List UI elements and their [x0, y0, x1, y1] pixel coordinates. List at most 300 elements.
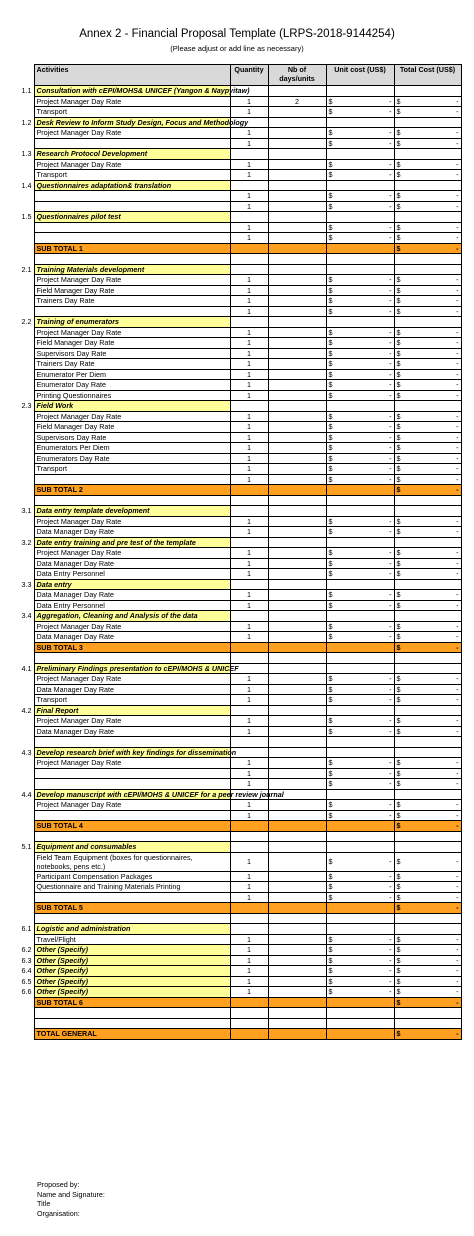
currency-symbol: $	[396, 453, 401, 463]
quantity-cell: 1	[230, 569, 268, 580]
total-cost-cell	[394, 201, 461, 212]
total-cost-cell	[394, 327, 461, 338]
row-number-spacer	[10, 821, 34, 832]
unit-cost-cell	[326, 871, 394, 882]
row-number-spacer	[10, 338, 34, 349]
currency-symbol: $	[396, 810, 401, 820]
row-number-spacer	[10, 674, 34, 685]
unit-cost-cell	[326, 758, 394, 769]
amount-value: -	[456, 1029, 459, 1039]
days-cell	[268, 945, 326, 956]
quantity-cell	[230, 997, 268, 1008]
proposed-by-label: Proposed by:	[37, 1180, 80, 1189]
amount-value: -	[456, 432, 459, 442]
section-number: 6.1	[21, 924, 32, 934]
item-label: Printing Questionnaires	[34, 390, 230, 401]
item-label: Project Manager Day Rate	[34, 800, 230, 811]
unit-cost-cell	[326, 789, 394, 800]
amount-value: -	[389, 348, 392, 358]
unit-cost-cell	[326, 233, 394, 244]
currency-symbol: $	[328, 138, 333, 148]
amount-value: -	[456, 527, 459, 537]
currency-symbol: $	[396, 684, 401, 694]
total-cost-cell	[394, 191, 461, 202]
currency-symbol: $	[396, 327, 401, 337]
total-cost-cell	[394, 705, 461, 716]
row-number-spacer	[10, 201, 34, 212]
amount-value: -	[456, 359, 459, 369]
line-item-row	[10, 96, 461, 107]
total-cost-cell	[394, 348, 461, 359]
quantity-cell: 1	[230, 632, 268, 643]
quantity-cell: 1	[230, 934, 268, 945]
row-number-spacer	[10, 621, 34, 632]
total-cost-cell	[394, 369, 461, 380]
amount-value: -	[389, 285, 392, 295]
total-cost-cell	[394, 600, 461, 611]
quantity-cell: 1	[230, 590, 268, 601]
unit-cost-cell	[326, 821, 394, 832]
subtotal-row	[10, 485, 461, 496]
currency-symbol: $	[328, 966, 333, 976]
unit-cost-cell	[326, 537, 394, 548]
section-title: Other (Specify)	[34, 966, 230, 977]
item-label: Project Manager Day Rate	[34, 716, 230, 727]
section-title: Research Protocol Development	[34, 149, 230, 160]
amount-value: -	[389, 338, 392, 348]
amount-value: -	[389, 892, 392, 902]
line-item-row	[10, 453, 461, 464]
quantity-cell: 1	[230, 128, 268, 139]
currency-symbol: $	[396, 892, 401, 902]
currency-symbol: $	[328, 159, 333, 169]
total-cost-cell	[394, 275, 461, 286]
row-number-spacer	[10, 296, 34, 307]
total-cost-cell	[394, 527, 461, 538]
currency-symbol: $	[328, 695, 333, 705]
section-title: Questionnaires pilot test	[34, 212, 230, 223]
item-label	[34, 892, 230, 903]
amount-value: -	[389, 453, 392, 463]
quantity-cell: 1	[230, 871, 268, 882]
currency-symbol: $	[328, 684, 333, 694]
currency-symbol: $	[328, 306, 333, 316]
amount-value: -	[389, 96, 392, 106]
currency-symbol: $	[396, 779, 401, 789]
row-number-spacer	[10, 443, 34, 454]
unit-cost-cell	[326, 86, 394, 97]
item-label: Transport	[34, 695, 230, 706]
quantity-cell: 1	[230, 191, 268, 202]
quantity-cell: 1	[230, 674, 268, 685]
quantity-cell: 1	[230, 621, 268, 632]
total-cost-cell	[394, 149, 461, 160]
total-cost-cell	[394, 695, 461, 706]
unit-cost-cell	[326, 96, 394, 107]
quantity-cell: 1	[230, 390, 268, 401]
days-cell	[268, 800, 326, 811]
currency-symbol: $	[328, 338, 333, 348]
row-number-spacer	[10, 327, 34, 338]
quantity-cell: 1	[230, 758, 268, 769]
empty-cell	[34, 1018, 230, 1029]
blank-row	[10, 495, 461, 506]
quantity-cell: 1	[230, 768, 268, 779]
budget-table	[10, 64, 462, 1040]
days-cell	[268, 674, 326, 685]
empty-cell	[326, 1018, 394, 1029]
unit-cost-cell	[326, 191, 394, 202]
section-number: 3.1	[21, 506, 32, 516]
days-cell	[268, 138, 326, 149]
item-label: Field Manager Day Rate	[34, 422, 230, 433]
item-label: Project Manager Day Rate	[34, 548, 230, 559]
total-cost-cell	[394, 758, 461, 769]
row-number-spacer	[10, 831, 34, 842]
item-label: Participant Compensation Packages	[34, 871, 230, 882]
currency-symbol: $	[396, 945, 401, 955]
item-label: Supervisors Day Rate	[34, 432, 230, 443]
line-item-row	[10, 369, 461, 380]
empty-cell	[394, 1018, 461, 1029]
amount-value: -	[456, 243, 459, 253]
row-number-spacer	[10, 170, 34, 181]
days-cell	[268, 380, 326, 391]
total-cost-cell	[394, 621, 461, 632]
amount-value: -	[389, 632, 392, 642]
item-label: Project Manager Day Rate	[34, 411, 230, 422]
line-item-row	[10, 852, 461, 871]
total-cost-cell	[394, 716, 461, 727]
amount-value: -	[389, 411, 392, 421]
currency-symbol: $	[396, 997, 401, 1007]
total-cost-cell	[394, 684, 461, 695]
unit-cost-cell	[326, 422, 394, 433]
amount-value: -	[456, 107, 459, 117]
days-cell	[268, 516, 326, 527]
amount-value: -	[456, 642, 459, 652]
quantity-cell: 1	[230, 966, 268, 977]
row-number-spacer	[10, 882, 34, 893]
currency-symbol: $	[396, 222, 401, 232]
quantity-cell: 1	[230, 548, 268, 559]
days-cell	[268, 611, 326, 622]
days-cell	[268, 903, 326, 914]
currency-symbol: $	[396, 233, 401, 243]
amount-value: -	[456, 892, 459, 902]
amount-value: -	[389, 170, 392, 180]
section-number: 4.3	[21, 747, 32, 757]
amount-value: -	[389, 768, 392, 778]
currency-symbol: $	[396, 569, 401, 579]
line-item-row	[10, 558, 461, 569]
line-item-row	[10, 758, 461, 769]
amount-value: -	[389, 548, 392, 558]
unit-cost-cell	[326, 966, 394, 977]
currency-symbol: $	[328, 590, 333, 600]
total-cost-cell	[394, 411, 461, 422]
currency-symbol: $	[396, 600, 401, 610]
row-number-spacer	[10, 516, 34, 527]
row-number-spacer	[10, 913, 34, 924]
currency-symbol: $	[396, 726, 401, 736]
section-row	[10, 987, 461, 998]
unit-cost-cell	[326, 548, 394, 559]
total-cost-cell	[394, 422, 461, 433]
amount-value: -	[389, 966, 392, 976]
amount-value: -	[456, 138, 459, 148]
header-unit-cost: Unit cost (US$)	[326, 65, 394, 86]
quantity-cell: 1	[230, 285, 268, 296]
currency-symbol: $	[328, 516, 333, 526]
quantity-cell	[230, 264, 268, 275]
quantity-cell: 1	[230, 516, 268, 527]
currency-symbol: $	[328, 327, 333, 337]
amount-value: -	[389, 558, 392, 568]
blank-row	[10, 913, 461, 924]
quantity-cell: 1	[230, 222, 268, 233]
row-number-spacer	[10, 1029, 34, 1040]
days-cell	[268, 684, 326, 695]
section-number: 3.3	[21, 579, 32, 589]
row-number-spacer	[10, 527, 34, 538]
amount-value: -	[389, 201, 392, 211]
total-cost-cell	[394, 842, 461, 853]
unit-cost-cell	[326, 107, 394, 118]
unit-cost-cell	[326, 642, 394, 653]
currency-symbol: $	[328, 976, 333, 986]
subtotal-label: SUB TOTAL 5	[34, 903, 230, 914]
row-number-spacer	[10, 653, 34, 664]
currency-symbol: $	[396, 128, 401, 138]
row-number-spacer	[10, 390, 34, 401]
quantity-cell: 1	[230, 296, 268, 307]
line-item-row	[10, 390, 461, 401]
line-item-row	[10, 348, 461, 359]
section-number: 2.3	[21, 401, 32, 411]
amount-value: -	[456, 768, 459, 778]
total-cost-cell	[394, 359, 461, 370]
subtotal-row	[10, 642, 461, 653]
amount-value: -	[389, 810, 392, 820]
unit-cost-cell	[326, 924, 394, 935]
line-item-row	[10, 684, 461, 695]
quantity-cell: 1	[230, 800, 268, 811]
row-number-spacer	[10, 934, 34, 945]
unit-cost-cell	[326, 934, 394, 945]
amount-value: -	[389, 159, 392, 169]
currency-symbol: $	[396, 695, 401, 705]
row-number-spacer	[10, 369, 34, 380]
total-cost-cell	[394, 285, 461, 296]
quantity-cell: 1	[230, 359, 268, 370]
unit-cost-cell	[326, 882, 394, 893]
quantity-cell: 1	[230, 945, 268, 956]
unit-cost-cell	[326, 695, 394, 706]
subtotal-label: SUB TOTAL 3	[34, 642, 230, 653]
item-label	[34, 306, 230, 317]
subtotal-amount	[394, 642, 461, 653]
currency-symbol: $	[396, 1029, 401, 1039]
quantity-cell: 1	[230, 976, 268, 987]
unit-cost-cell	[326, 411, 394, 422]
quantity-cell	[230, 842, 268, 853]
currency-symbol: $	[328, 128, 333, 138]
section-row	[10, 180, 461, 191]
item-label: Project Manager Day Rate	[34, 96, 230, 107]
quantity-cell: 1	[230, 684, 268, 695]
days-cell: 2	[268, 96, 326, 107]
days-cell	[268, 369, 326, 380]
currency-symbol: $	[396, 390, 401, 400]
total-cost-cell	[394, 892, 461, 903]
quantity-cell: 1	[230, 159, 268, 170]
row-number-spacer	[10, 1018, 34, 1029]
total-cost-cell	[394, 128, 461, 139]
total-cost-cell	[394, 212, 461, 223]
total-cost-cell	[394, 987, 461, 998]
line-item-row	[10, 128, 461, 139]
item-label	[34, 474, 230, 485]
days-cell	[268, 1029, 326, 1040]
currency-symbol: $	[328, 621, 333, 631]
amount-value: -	[456, 474, 459, 484]
amount-value: -	[456, 422, 459, 432]
quantity-cell: 1	[230, 233, 268, 244]
currency-symbol: $	[396, 243, 401, 253]
item-label: Trainers Day Rate	[34, 296, 230, 307]
total-cost-cell	[394, 789, 461, 800]
days-cell	[268, 401, 326, 412]
unit-cost-cell	[326, 976, 394, 987]
amount-value: -	[456, 390, 459, 400]
total-cost-cell	[394, 871, 461, 882]
currency-symbol: $	[328, 275, 333, 285]
amount-value: -	[389, 390, 392, 400]
days-cell	[268, 976, 326, 987]
line-item-row	[10, 296, 461, 307]
currency-symbol: $	[396, 527, 401, 537]
section-row	[10, 705, 461, 716]
unit-cost-cell	[326, 306, 394, 317]
line-item-row	[10, 674, 461, 685]
empty-cell	[394, 653, 461, 664]
amount-value: -	[456, 338, 459, 348]
row-number-spacer	[10, 495, 34, 506]
section-number: 6.4	[21, 966, 32, 976]
amount-value: -	[456, 128, 459, 138]
currency-symbol: $	[396, 857, 401, 866]
quantity-cell	[230, 506, 268, 517]
days-cell	[268, 485, 326, 496]
quantity-cell	[230, 212, 268, 223]
amount-value: -	[456, 558, 459, 568]
line-item-row	[10, 191, 461, 202]
section-row	[10, 117, 461, 128]
currency-symbol: $	[328, 191, 333, 201]
total-cost-cell	[394, 474, 461, 485]
line-item-row	[10, 159, 461, 170]
quantity-cell	[230, 537, 268, 548]
quantity-cell: 1	[230, 380, 268, 391]
unit-cost-cell	[326, 810, 394, 821]
currency-symbol: $	[396, 443, 401, 453]
item-label	[34, 138, 230, 149]
days-cell	[268, 149, 326, 160]
subtotal-row	[10, 997, 461, 1008]
days-cell	[268, 966, 326, 977]
days-cell	[268, 600, 326, 611]
currency-symbol: $	[396, 590, 401, 600]
unit-cost-cell	[326, 222, 394, 233]
quantity-cell: 1	[230, 170, 268, 181]
total-cost-cell	[394, 955, 461, 966]
currency-symbol: $	[328, 716, 333, 726]
item-label	[34, 810, 230, 821]
item-label: Project Manager Day Rate	[34, 159, 230, 170]
total-cost-cell	[394, 107, 461, 118]
currency-symbol: $	[396, 306, 401, 316]
days-cell	[268, 663, 326, 674]
amount-value: -	[456, 96, 459, 106]
row-number-spacer	[10, 726, 34, 737]
total-cost-cell	[394, 306, 461, 317]
currency-symbol: $	[396, 159, 401, 169]
currency-symbol: $	[328, 464, 333, 474]
amount-value: -	[456, 191, 459, 201]
amount-value: -	[456, 380, 459, 390]
amount-value: -	[389, 327, 392, 337]
empty-cell	[34, 913, 230, 924]
amount-value: -	[456, 306, 459, 316]
empty-cell	[326, 913, 394, 924]
item-label: Project Manager Day Rate	[34, 758, 230, 769]
amount-value: -	[456, 716, 459, 726]
section-row	[10, 86, 461, 97]
currency-symbol: $	[328, 934, 333, 944]
currency-symbol: $	[396, 768, 401, 778]
currency-symbol: $	[396, 348, 401, 358]
section-number: 6.6	[21, 987, 32, 997]
days-cell	[268, 955, 326, 966]
unit-cost-cell	[326, 997, 394, 1008]
empty-cell	[268, 495, 326, 506]
unit-cost-cell	[326, 987, 394, 998]
total-cost-cell	[394, 390, 461, 401]
section-row	[10, 611, 461, 622]
section-title: Final Report	[34, 705, 230, 716]
unit-cost-cell	[326, 852, 394, 871]
amount-value: -	[456, 955, 459, 965]
amount-value: -	[389, 987, 392, 997]
currency-symbol: $	[396, 882, 401, 892]
days-cell	[268, 306, 326, 317]
currency-symbol: $	[396, 871, 401, 881]
total-cost-cell	[394, 882, 461, 893]
section-title: Field Work	[34, 401, 230, 412]
empty-cell	[268, 1018, 326, 1029]
total-cost-cell	[394, 516, 461, 527]
currency-symbol: $	[328, 432, 333, 442]
currency-symbol: $	[328, 422, 333, 432]
section-title: Other (Specify)	[34, 976, 230, 987]
row-number-spacer	[10, 233, 34, 244]
row-number-spacer	[10, 306, 34, 317]
row-number-spacer	[10, 548, 34, 559]
amount-value: -	[456, 800, 459, 810]
unit-cost-cell	[326, 464, 394, 475]
quantity-cell: 1	[230, 96, 268, 107]
